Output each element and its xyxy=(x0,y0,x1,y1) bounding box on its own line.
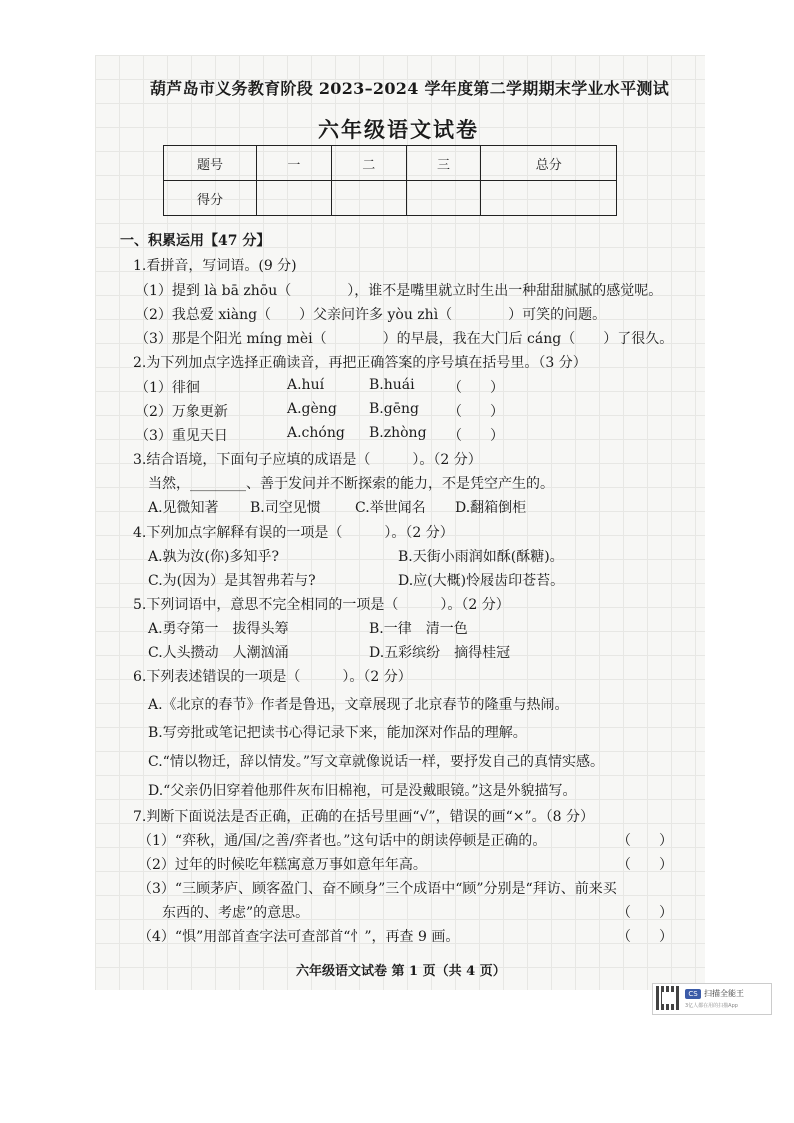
judge-paren[interactable]: （ ） xyxy=(617,929,673,945)
question-2-option-a: A.chóng xyxy=(287,425,345,441)
question-5-option-c: C.人头攒动 人潮汹涌 xyxy=(148,645,289,661)
score-table-score-row xyxy=(164,181,617,216)
question-7: 7.判断下面说法是否正确，正确的在括号里画“√”，错误的画“×”。（8 分） xyxy=(133,809,594,825)
scanner-watermark xyxy=(652,983,772,1015)
exam-subtitle: 六年级语文试卷 xyxy=(318,117,479,142)
question-2-item-3: （3）重见天日 xyxy=(135,428,228,444)
page-footer: 六年级语文试卷 第 1 页（共 4 页） xyxy=(296,964,506,979)
answer-paren[interactable]: （ ） xyxy=(448,404,504,420)
question-7-item-3: （3）“三顾茅庐、顾客盈门、奋不顾身”三个成语中“顾”分别是“拜访、前来买 xyxy=(138,881,617,897)
question-7-item-2: （2）过年的时候吃年糕寓意万事如意年年高。 xyxy=(138,857,427,873)
question-7-item-3-cont: 东西的、考虑”的意思。 xyxy=(162,905,310,921)
score-table-header-row xyxy=(164,146,617,181)
question-2: 2.为下列加点字选择正确读音，再把正确答案的序号填在括号里。（3 分） xyxy=(133,355,587,371)
question-3-option-b: B.司空见惯 xyxy=(250,500,321,516)
question-1-item-3: （3）那是个阳光 míng mèi（ ）的早晨，我在大门后 cáng（ ）了很久。 xyxy=(135,331,674,347)
exam-title: 葫芦岛市义务教育阶段 2023–2024 学年度第二学期期末学业水平测试 xyxy=(150,79,670,98)
answer-paren[interactable]: （ ） xyxy=(448,428,504,444)
score-header-cell: 三 xyxy=(406,146,481,181)
question-1: 1.看拼音，写词语。(9 分) xyxy=(133,258,297,274)
question-4-option-d: D.应(大概)怜屐齿印苍苔。 xyxy=(398,573,565,589)
question-5: 5.下列词语中，意思不完全相同的一项是（ ）。（2 分） xyxy=(133,597,510,613)
question-4-option-a: A.孰为汝(你)多知乎? xyxy=(148,549,279,565)
question-6-option-d: D.“父亲仍旧穿着他那件灰布旧棉袍，可是没戴眼镜。”这是外貌描写。 xyxy=(148,783,577,799)
question-3: 3.结合语境，下面句子应填的成语是（ ）。（2 分） xyxy=(133,452,482,468)
question-4-option-b: B.天街小雨润如酥(酥糖)。 xyxy=(398,549,564,565)
score-row-label: 得分 xyxy=(164,181,257,216)
score-header-cell: 二 xyxy=(331,146,406,181)
score-table xyxy=(163,145,617,216)
question-3-option-c: C.举世闻名 xyxy=(355,500,426,516)
question-4: 4.下列加点字解释有误的一项是（ ）。（2 分） xyxy=(133,525,454,541)
qr-code-icon xyxy=(656,986,680,1010)
question-5-option-a: A.勇夺第一 拔得头筹 xyxy=(148,621,289,637)
question-2-option-b: B.gēng xyxy=(369,401,419,417)
question-7-item-4: （4）“惧”用部首查字法可查部首“忄”，再查 9 画。 xyxy=(138,929,460,945)
score-header-cell: 总分 xyxy=(481,146,617,181)
score-cell[interactable] xyxy=(481,181,617,216)
question-3-sentence: 当然，________、善于发问并不断探索的能力，不是凭空产生的。 xyxy=(148,476,554,492)
answer-paren[interactable]: （ ） xyxy=(448,380,504,396)
judge-paren[interactable]: （ ） xyxy=(617,905,673,921)
question-6-option-c: C.“情以物迁，辞以情发。”写文章就像说话一样，要抒发自己的真情实感。 xyxy=(148,754,604,770)
question-2-option-a: A.huí xyxy=(287,377,325,393)
score-header-cell: 一 xyxy=(257,146,332,181)
question-2-option-b: B.huái xyxy=(369,377,415,393)
question-2-option-b: B.zhòng xyxy=(369,425,427,441)
score-header-cell: 题号 xyxy=(164,146,257,181)
section-heading: 一、积累运用【47 分】 xyxy=(120,233,271,249)
question-6-option-b: B.写旁批或笔记把读书心得记录下来，能加深对作品的理解。 xyxy=(148,725,527,741)
question-4-option-c: C.为(因为）是其智弗若与? xyxy=(148,573,316,589)
question-5-option-b: B.一律 清一色 xyxy=(369,621,468,637)
question-3-option-a: A.见微知著 xyxy=(148,500,219,516)
question-5-option-d: D.五彩缤纷 摘得桂冠 xyxy=(369,645,511,661)
question-3-option-d: D.翻箱倒柜 xyxy=(455,500,527,516)
scanner-app-name: 扫描全能王 xyxy=(704,989,744,998)
question-2-option-a: A.gèng xyxy=(287,401,337,417)
score-cell[interactable] xyxy=(257,181,332,216)
question-1-item-1: （1）提到 là bā zhōu（ ），谁不是嘴里就立时生出一种甜甜腻腻的感觉呢。 xyxy=(135,283,663,299)
question-1-item-2: （2）我总爱 xiàng（ ）父亲问许多 yòu zhì（ ）可笑的问题。 xyxy=(135,307,607,323)
question-2-item-2: （2）万象更新 xyxy=(135,404,228,420)
scanner-app-slogan: 3亿人都在用的扫描App xyxy=(685,1003,738,1009)
question-6: 6.下列表述错误的一项是（ ）。（2 分） xyxy=(133,669,412,685)
camscanner-logo-icon: CS xyxy=(685,989,701,999)
question-6-option-a: A.《北京的春节》作者是鲁迅，文章展现了北京春节的隆重与热闹。 xyxy=(148,697,569,713)
judge-paren[interactable]: （ ） xyxy=(617,857,673,873)
judge-paren[interactable]: （ ） xyxy=(617,833,673,849)
score-cell[interactable] xyxy=(331,181,406,216)
question-7-item-1: （1）“弈秋，通/国/之善/弈者也。”这句话中的朗读停顿是正确的。 xyxy=(138,833,547,849)
score-cell[interactable] xyxy=(406,181,481,216)
question-2-item-1: （1）徘徊 xyxy=(135,380,200,396)
